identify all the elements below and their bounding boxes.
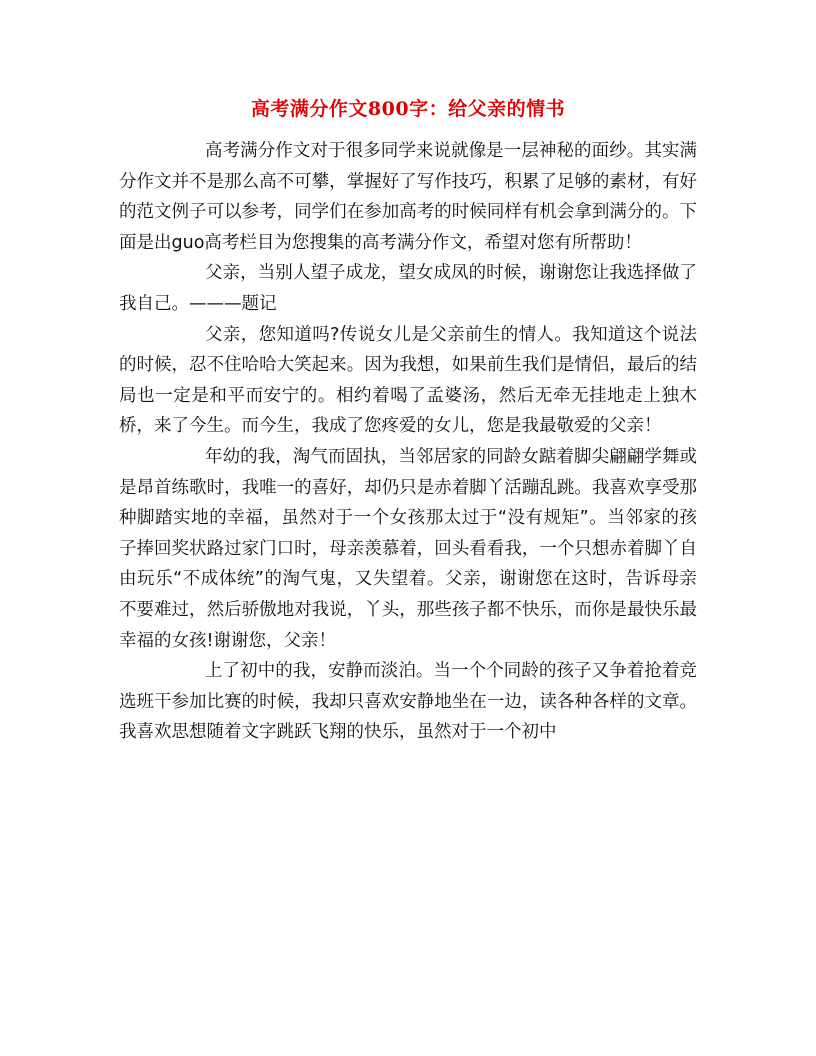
document-body xyxy=(119,136,697,748)
paragraph: 年幼的我，淘气而固执，当邻居家的同龄女踮着脚尖翩翩学舞或是昂首练歌时，我唯一的喜好，却仍只是赤着脚丫活蹦乱跳。我喜欢享受那种脚踏实地的幸福，虽然对于一个女孩那太过于“没有规矩”。当邻家的孩子捧回奖状路过家门口时，母亲羡慕着，回头看看我，一个只想赤着脚丫自由玩乐“不成体统”的淘气鬼，又失望着。父亲，谢谢您在这时，告诉母亲不要难过，然后骄傲地对我说，丫头，那些孩子都不快乐，而你是最快乐最幸福的女孩!谢谢您，父亲！ xyxy=(119,446,697,651)
paragraph: 上了初中的我，安静而淡泊。当一个个同龄的孩子又争着抢着竞选班干参加比赛的时候，我却只喜欢安静地坐在一边，读各种各样的文章。我喜欢思想随着文字跳跃飞翔的快乐，虽然对于一个初中 xyxy=(119,661,697,743)
paragraph: 高考满分作文对于很多同学来说就像是一层神秘的面纱。其实满分作文并不是那么高不可攀，掌握好了写作技巧，积累了足够的素材，有好的范文例子可以参考，同学们在参加高考的时候同样有机会拿到满分的。下面是出guo高考栏目为您搜集的高考满分作文，希望对您有所帮助！ xyxy=(119,141,697,253)
paragraph: 父亲，您知道吗?传说女儿是父亲前生的情人。我知道这个说法的时候，忍不住哈哈大笑起来。因为我想，如果前生我们是情侣，最后的结局也一定是和平而安宁的。相约着喝了孟婆汤，然后无牵无挂地走上独木桥，来了今生。而今生，我成了您疼爱的女儿，您是我最敬爱的父亲！ xyxy=(119,324,697,437)
paragraph: 父亲，当别人望子成龙，望女成凤的时候，谢谢您让我选择做了我自己。———题记 xyxy=(119,263,697,314)
document-title: 高考满分作文800字：给父亲的情书 xyxy=(250,98,566,120)
